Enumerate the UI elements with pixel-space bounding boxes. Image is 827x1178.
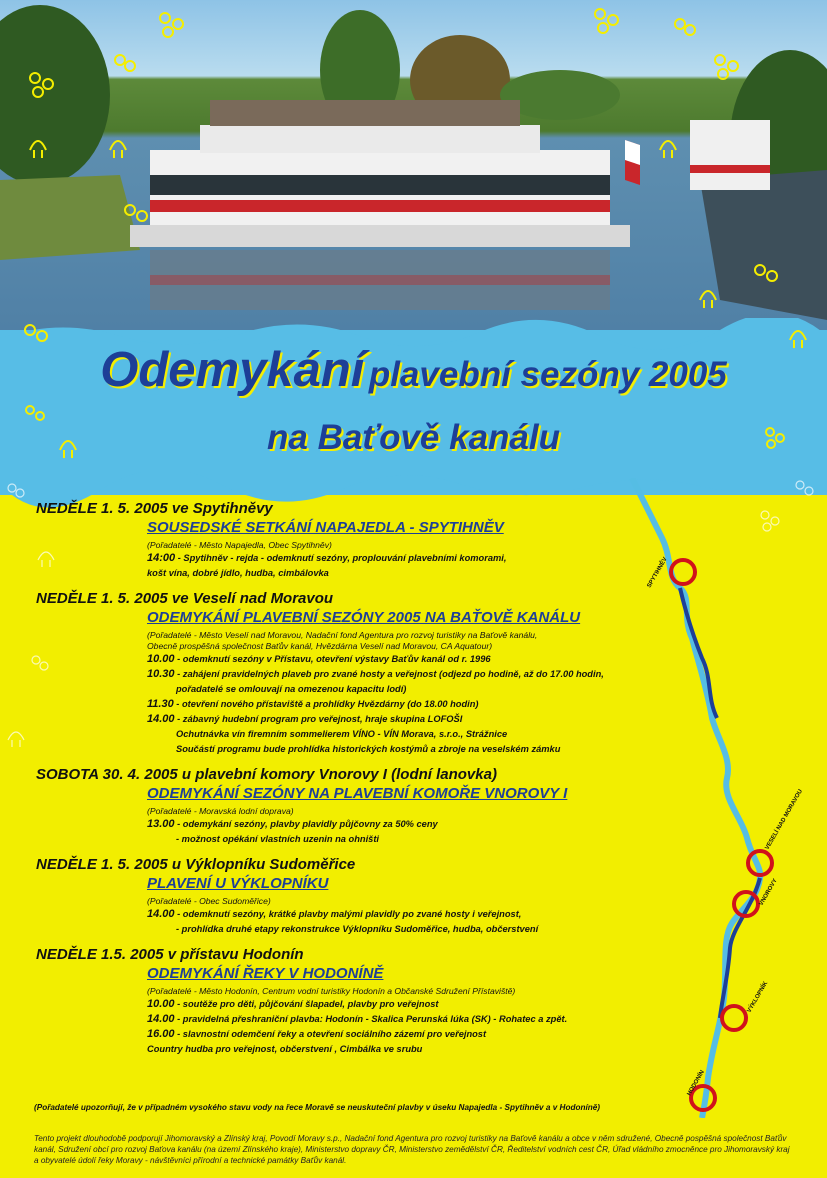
map-label-vyklopnik: VÝKLOPNÍK [746, 980, 770, 1014]
event-organizers: (Pořadatelé - Město Napajedla, Obec Spytihněv) [147, 540, 332, 550]
event-date-heading: NEDĚLE 1. 5. 2005 ve Veselí nad Moravou [36, 590, 334, 607]
program-line [176, 832, 656, 847]
event-title: SOUSEDSKÉ SETKÁNÍ NAPAJEDLA - SPYTIHNĚV [147, 519, 504, 536]
marker-vyklopnik [722, 1006, 746, 1030]
event-organizers: (Pořadatelé - Město Hodonín, Centrum vodní turistiky Hodonín a Občanské Sdružení Přístaviště) [147, 986, 516, 996]
program-line [147, 907, 656, 922]
flower-decorations [0, 0, 827, 500]
program-text: - soutěže pro děti, půjčování šlapadel, plavby pro veřejnost [174, 999, 439, 1009]
event-organizers: (Pořadatelé - Město Veselí nad Moravou, Nadační fond Agentura pro rozvoj turistiky na Baťově kanálu, [147, 630, 538, 640]
program-time: 11.30 [147, 698, 174, 710]
program-text: Součástí programu bude prohlídka historických kostýmů a zbroje na veselském zámku [176, 744, 561, 754]
event-block [36, 855, 656, 937]
event-block [36, 589, 656, 757]
program-text: - zahájení pravidelných plaveb pro zvané hosty a veřejnost (odjezd po hodině, až do 17.00 hodin, [174, 669, 604, 679]
program-line [176, 922, 656, 937]
program-text: Country hudba pro veřejnost, občerstvení , Cimbálka ve srubu [147, 1044, 423, 1054]
program-text: košt vína, dobré jídlo, hudba, cimbálovka [147, 568, 329, 578]
program-text: - pravidelná přeshraniční plavba: Hodonín - Skalica Perunská lúka (SK) - Rohatec a zpět. [174, 1014, 568, 1024]
map-label-spytihnev: SPYTIHNĚV [646, 556, 669, 589]
event-organizers: (Pořadatelé - Obec Sudoměřice) [147, 896, 271, 906]
program-time: 10.30 [147, 668, 175, 680]
program-time: 10.00 [147, 653, 175, 665]
program-line [147, 1042, 656, 1057]
event-title: PLAVENÍ U VÝKLOPNÍKU [147, 875, 329, 892]
event-date-heading: SOBOTA 30. 4. 2005 u plavební komory Vnorovy I (lodní lanovka) [36, 766, 497, 783]
event-title: ODEMYKÁNÍ SEZÓNY NA PLAVEBNÍ KOMOŘE VNOROVY I [147, 785, 568, 802]
map-label-veseli: VESELÍ NAD MORAVOU [764, 788, 805, 851]
program-text: Ochutnávka vín firemním sommelierem VÍNO - VÍN Morava, s.r.o., Strážnice [176, 729, 508, 739]
program-time: 13.00 [147, 818, 175, 830]
map-label-hodonin: HODONÍN [686, 1069, 706, 1097]
footer-supporters: Tento projekt dlouhodobě podporují Jihomoravský a Zlínský kraj, Povodí Moravy s.p., Nadační fond Agentura pro rozvoj turistiky na Baťově kanálu a obce v něm sdružené, Obecně pospěšná společnost Baťův kanál, Sdružení obcí pro rozvoj Baťova kanálu (na území Zlínského kraje), Ministerstvo dopravy ČR, Ministerstvo zemědělství ČR, Ředitelství vodních cest ČR, Úřad vládního zmocněnce pro Jihomoravský kraj a obyvatelé údolí řeky Moravy - návštěvníci přírodní a technické památky Baťův kanál. [34, 1134, 790, 1165]
page-title-line2: na Baťově kanálu [267, 418, 560, 457]
program-text: - Spytihněv - rejda - odemknutí sezóny, proplouvání plavebními komorami, [175, 553, 507, 563]
program-text: - slavnostní odemčení řeky a otevření sociálního zázemí pro veřejnost [174, 1029, 487, 1039]
event-title: ODEMYKÁNÍ ŘEKY V HODONÍNĚ [147, 965, 384, 982]
program-text: - prohlídka druhé etapy rekonstrukce Výklopníku Sudoměřice, hudba, občerstvení [176, 924, 539, 934]
organizers-note: (Pořadatelé upozorňují, že v případném vysokého stavu vody na řece Moravě se neuskuteční plavby v úseku Napajedla - Spytihněv a v Hodoníně) [34, 1103, 601, 1112]
event-block [36, 945, 656, 1057]
event-date-heading: NEDĚLE 1. 5. 2005 u Výklopníku Sudoměřice [36, 856, 356, 873]
events-list [36, 499, 656, 1065]
program-text: - odemknutí sezóny, krátké plavby malými plavidly po zvané hosty i veřejnost, [174, 909, 522, 919]
program-text: - odemknutí sezóny v Přístavu, otevření výstavy Baťův kanál od r. 1996 [174, 654, 491, 664]
event-date-heading: NEDĚLE 1. 5. 2005 ve Spytihněvy [36, 500, 273, 517]
program-line [176, 682, 656, 697]
program-line [176, 742, 656, 757]
program-line [147, 712, 656, 727]
program-line [147, 652, 656, 667]
event-organizers: Obecně prospěšná společnost Baťův kanál, Hvězdárna Veselí nad Moravou, CA Aquatour) [147, 641, 493, 651]
event-block [36, 499, 656, 581]
canal-route-map [612, 478, 827, 1118]
program-line [176, 727, 656, 742]
program-line [147, 817, 656, 832]
program-time: 14.00 [147, 908, 175, 920]
title-season: plavební sezóny 2005 [368, 355, 727, 394]
program-text: - zábavný hudební program pro veřejnost, hraje skupina LOFOŠI [174, 714, 463, 724]
program-line [147, 997, 656, 1012]
program-text: - možnost opékání vlastních uzenin na ohništi [176, 834, 380, 844]
map-label-vnorovy: VNOROVY [758, 878, 779, 907]
program-line [147, 566, 656, 581]
marker-spytihnev [671, 560, 695, 584]
event-title: ODEMYKÁNÍ PLAVEBNÍ SEZÓNY 2005 NA BAŤOVĚ KANÁLU [147, 609, 581, 626]
program-line [147, 1027, 656, 1042]
program-text: pořadatelé se omlouvají na omezenou kapacitu lodí) [176, 684, 407, 694]
title-odemykani: Odemykání [100, 343, 365, 397]
program-time: 10.00 [147, 998, 175, 1010]
program-text: - odemykání sezóny, plavby plavidly půjčovny za 50% ceny [174, 819, 438, 829]
program-line [147, 551, 656, 566]
event-organizers: (Pořadatelé - Moravská lodní doprava) [147, 806, 294, 816]
event-block [36, 765, 656, 847]
program-text: - otevření nového přístaviště a prohlídky Hvězdárny (do 18.00 hodin) [173, 699, 479, 709]
program-line [147, 697, 656, 712]
program-line [147, 667, 656, 682]
program-line [147, 1012, 656, 1027]
event-date-heading: NEDĚLE 1.5. 2005 v přístavu Hodonín [36, 946, 304, 963]
program-time: 14.00 [147, 1013, 175, 1025]
program-time: 14.00 [147, 713, 175, 725]
program-time: 14:00 [147, 552, 176, 564]
canal-segment-1 [680, 588, 717, 718]
program-time: 16.00 [147, 1028, 175, 1040]
